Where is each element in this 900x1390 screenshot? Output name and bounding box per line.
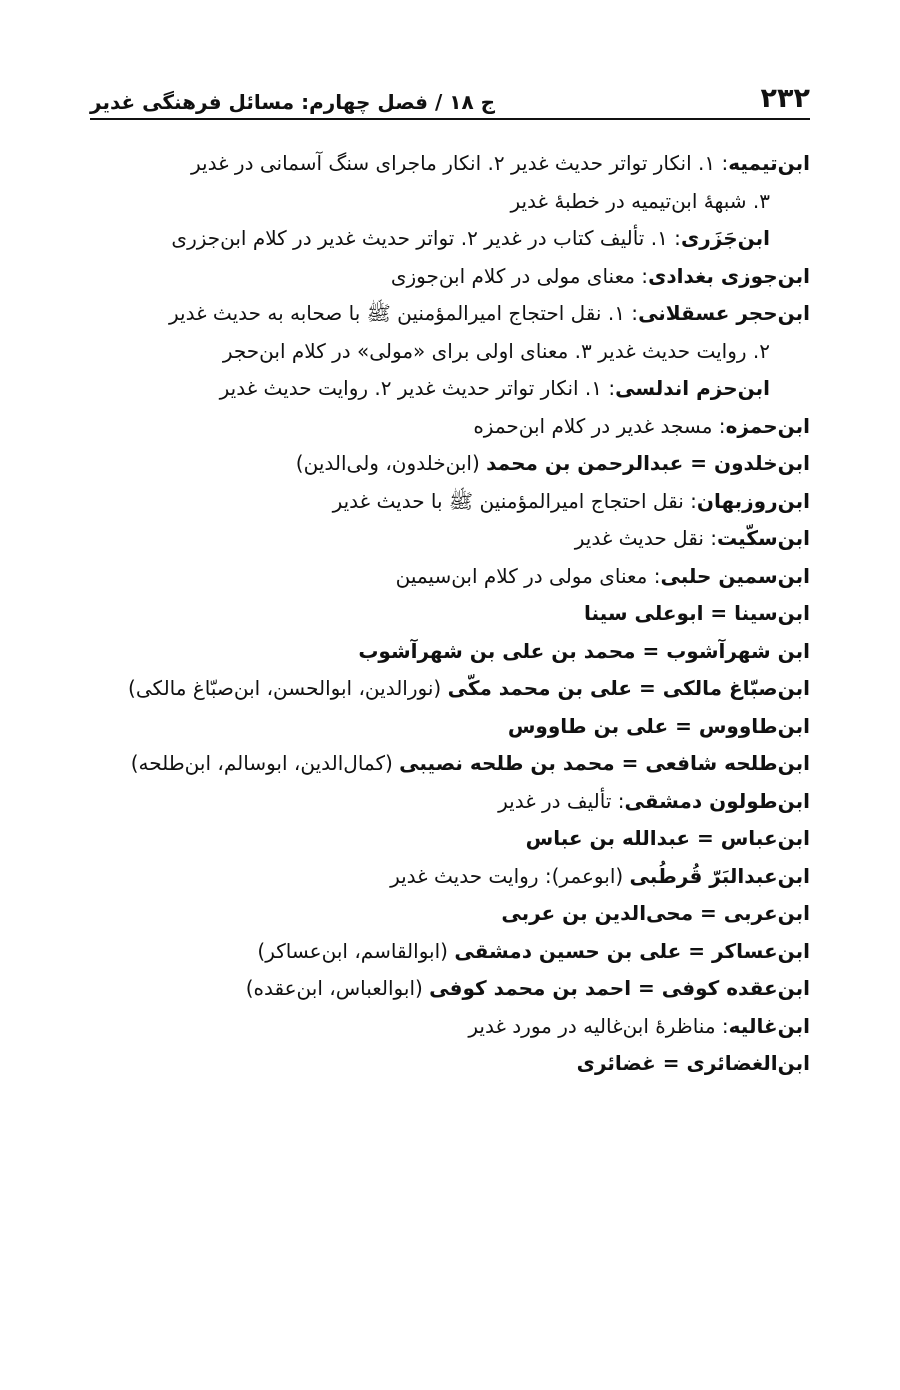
entry-cross-reference: محمد بن طلحه نصیبی: [399, 751, 615, 775]
index-entry: [90, 670, 810, 708]
entry-cross-reference: عبدالله بن عباس: [525, 826, 691, 850]
entry-term: ابن‌جَزَری: [680, 226, 770, 250]
entry-term: ابن‌عقده کوفی: [661, 976, 810, 1000]
entry-text: نقل حدیث غدیر: [574, 526, 704, 550]
page-number: ۲۳۲: [760, 83, 810, 114]
entry-separator: =: [703, 601, 735, 625]
index-entry: [90, 633, 810, 671]
entry-text: نقل احتجاج امیرالمؤمنین ﷺ با حدیث غدیر: [332, 488, 684, 513]
running-head: ج ۱۸ / فصل چهارم: مسائل فرهنگی غدیر: [90, 90, 496, 114]
entry-term: ابن‌طولون دمشقی: [624, 788, 810, 813]
entry-separator: =: [655, 1051, 687, 1075]
entry-separator: =: [635, 638, 667, 663]
entry-cross-reference: علی بن محمد مکّی: [447, 676, 633, 700]
entry-text: ۱. انکار تواتر حدیث غدیر ۲. انکار ماجرای سنگ آسمانی در غدیر: [191, 151, 716, 175]
index-entry: [90, 933, 810, 971]
entry-text: مناظرهٔ ابن‌غالیه در مورد غدیر: [468, 1013, 716, 1038]
entry-term: ابن‌حزم اندلسی: [615, 376, 770, 400]
entry-text: ۱. تألیف کتاب در غدیر ۲. تواتر حدیث غدیر در کلام ابن‌جزری: [171, 226, 668, 250]
entry-text: معنای مولی در کلام ابن‌سیمین: [395, 563, 648, 588]
entry-term: ابن‌عباس: [720, 826, 810, 850]
entry-term: ابن‌طلحه شافعی: [645, 751, 810, 775]
entry-separator: :: [667, 226, 681, 250]
index-entry: [90, 483, 810, 521]
entry-term: ابن شهرآشوب: [666, 638, 810, 663]
entry-separator: :: [715, 151, 729, 175]
index-entry: [90, 745, 810, 783]
index-entry: [90, 558, 810, 596]
entry-separator: :: [715, 1013, 729, 1038]
entry-text: (نورالدین، ابوالحسن، ابن‌صبّاغ مالکی): [128, 676, 448, 700]
entry-term: ابن‌طاووس: [698, 713, 810, 738]
index-entry: [90, 1008, 810, 1046]
index-entry-continuation: [90, 333, 810, 371]
entry-text: (ابوالعباس، ابن‌عقده): [245, 976, 430, 1000]
entry-term: ابن‌عساکر: [712, 938, 810, 963]
entry-text: مسجد غدیر در کلام ابن‌حمزه: [473, 413, 713, 438]
entry-term: ابن‌سینا: [734, 601, 810, 625]
entry-term: ابن‌حجر عسقلانی: [638, 301, 810, 325]
index-entry: [90, 708, 810, 746]
index-entry: [90, 858, 810, 896]
entry-cross-reference: غضائری: [576, 1051, 656, 1075]
entry-text: (ابن‌خلدون، ولی‌الدین): [295, 451, 487, 475]
entry-term: ابن‌عبدالبَرّ قُرطُبی: [629, 863, 810, 888]
index-entry: [90, 895, 810, 933]
entry-separator: =: [690, 826, 721, 850]
index-entry: [90, 520, 810, 558]
entry-separator: =: [693, 901, 724, 925]
entry-separator: :: [712, 413, 726, 438]
index-entry: [90, 295, 810, 333]
index-entry-continuation: [90, 183, 810, 221]
entry-text: (ابوالقاسم، ابن‌عساکر): [257, 938, 455, 963]
index-entry: [90, 445, 810, 483]
entry-text: ۱. انکار تواتر حدیث غدیر ۲. روایت حدیث غدیر: [219, 376, 603, 400]
entry-term: ابن‌خلدون: [714, 451, 810, 475]
entry-separator: =: [683, 451, 714, 475]
entry-term: ابن‌عربی: [723, 901, 810, 925]
entry-text: (ابوعمر): روایت حدیث غدیر: [390, 863, 624, 888]
entry-term: ابن‌سمین حلبی: [660, 563, 810, 588]
entry-separator: =: [614, 751, 646, 775]
entry-separator: :: [611, 788, 625, 813]
entry-separator: :: [602, 376, 616, 400]
index-entry: [90, 595, 810, 633]
index-entry: [90, 783, 810, 821]
entry-text: (کمال‌الدین، ابوسالم، ابن‌طلحه): [130, 751, 400, 775]
entry-separator: =: [632, 676, 663, 700]
entry-separator: :: [647, 563, 661, 588]
entry-cross-reference: علی بن طاووس: [507, 713, 669, 738]
entry-cross-reference: احمد بن محمد کوفی: [429, 976, 632, 1000]
entry-cross-reference: عبدالرحمن بن محمد: [486, 451, 684, 475]
entry-text: ۲. روایت حدیث غدیر ۳. معنای اولی برای «مولی» در کلام ابن‌حجر: [222, 338, 770, 363]
entry-text: تألیف در غدیر: [498, 788, 612, 813]
index-entry: [90, 970, 810, 1008]
entry-separator: :: [683, 488, 697, 513]
index-entry: [90, 820, 810, 858]
entry-separator: =: [681, 938, 713, 963]
entry-separator: :: [703, 526, 717, 550]
entry-term: ابن‌حمزه: [725, 413, 810, 438]
index-entry: [90, 220, 810, 258]
index-entry: [90, 370, 810, 408]
page-header: [90, 70, 810, 120]
entry-term: ابن‌روزبهان: [696, 488, 810, 513]
entry-text: ۱. نقل احتجاج امیرالمؤمنین ﷺ با صحابه به حدیث غدیر: [169, 301, 625, 325]
entry-separator: :: [624, 301, 639, 325]
entry-term: ابن‌جوزی بغدادی: [648, 263, 810, 288]
entry-text: معنای مولی در کلام ابن‌جوزی: [390, 263, 635, 288]
entry-term: ابن‌صبّاغ مالکی: [662, 676, 810, 700]
entry-term: ابن‌سکّیت: [717, 526, 810, 550]
entry-term: ابن‌غالیه: [728, 1013, 810, 1038]
index-entry: [90, 145, 810, 183]
index-entries: [90, 145, 810, 1083]
index-entry: [90, 408, 810, 446]
entry-cross-reference: محی‌الدین بن عربی: [501, 901, 694, 925]
index-entry: [90, 258, 810, 296]
entry-separator: =: [631, 976, 662, 1000]
entry-cross-reference: محمد بن علی بن شهرآشوب: [358, 638, 636, 663]
entry-term: ابن‌تیمیه: [728, 151, 810, 175]
entry-separator: =: [668, 713, 699, 738]
entry-term: ابن‌الغضائری: [686, 1051, 810, 1075]
entry-cross-reference: علی بن حسین دمشقی: [454, 938, 682, 963]
entry-separator: :: [634, 263, 649, 288]
entry-text: ۳. شبههٔ ابن‌تیمیه در خطبهٔ غدیر: [510, 188, 770, 213]
entry-cross-reference: ابوعلی سینا: [584, 601, 704, 625]
index-entry: [90, 1045, 810, 1083]
